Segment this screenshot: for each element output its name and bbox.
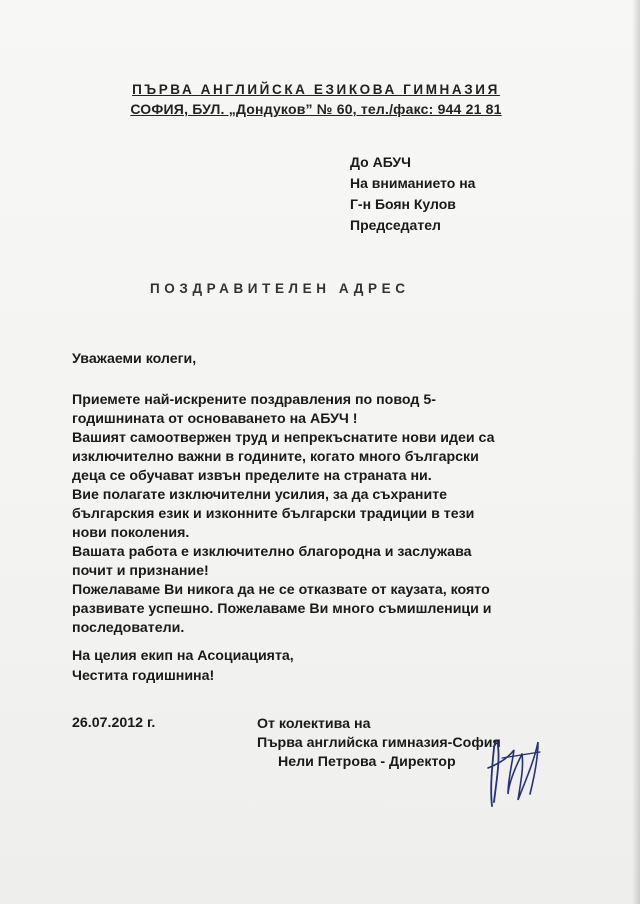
- body-line: Приемете най-искрените поздравления по повод 5-: [72, 392, 436, 408]
- body-line: Вашата работа е изключително благородна и заслужава: [72, 544, 472, 560]
- body-line: годишнината от основаването на АБУЧ !: [72, 411, 358, 427]
- sender-line-1: От колектива на: [257, 716, 371, 732]
- sender-line-2: Първа английска гимназия-София: [257, 735, 501, 751]
- closing-line-1: На целия екип на Асоциацията,: [72, 648, 294, 664]
- recipient-to: До АБУЧ: [350, 154, 411, 170]
- letterhead-school-name: ПЪРВА АНГЛИЙСКА ЕЗИКОВА ГИМНАЗИЯ: [132, 82, 500, 97]
- recipient-position: Председател: [350, 217, 441, 233]
- greeting: Уважаеми колеги,: [72, 351, 197, 367]
- handwritten-signature: [478, 728, 558, 818]
- recipient-name: Г-н Боян Кулов: [350, 196, 456, 212]
- letterhead-address: СОФИЯ, БУЛ. „Дондуков” № 60, тел./факс: 944 21 81: [130, 101, 502, 117]
- recipient-attention: На вниманието на: [350, 175, 476, 191]
- body-line: развивате успешно. Пожелаваме Ви много съмишленици и: [72, 601, 492, 617]
- closing-line-2: Честита годишнина!: [72, 668, 215, 684]
- page-edge-shadow: [632, 0, 640, 904]
- body-line: последователи.: [72, 620, 185, 636]
- body-line: българския език и изконните български традиции в тези: [72, 506, 475, 522]
- body-line: Вие полагате изключителни усилия, за да съхраните: [72, 487, 448, 503]
- body-line: деца се обучават извън пределите на страната ни.: [72, 468, 432, 484]
- body-line: изключително важни в годините, когато много български: [72, 449, 479, 465]
- body-line: Вашият самоотвержен труд и непрекъснатите нови идеи са: [72, 430, 495, 446]
- letter-title: ПОЗДРАВИТЕЛЕН АДРЕС: [150, 281, 410, 296]
- sender-line-3: Нели Петрова - Директор: [278, 754, 456, 770]
- body-line: нови поколения.: [72, 525, 190, 541]
- body-line: Пожелаваме Ви никога да не се отказвате от каузата, която: [72, 582, 490, 598]
- body-line: почит и признание!: [72, 563, 209, 579]
- letter-date: 26.07.2012 г.: [72, 715, 156, 731]
